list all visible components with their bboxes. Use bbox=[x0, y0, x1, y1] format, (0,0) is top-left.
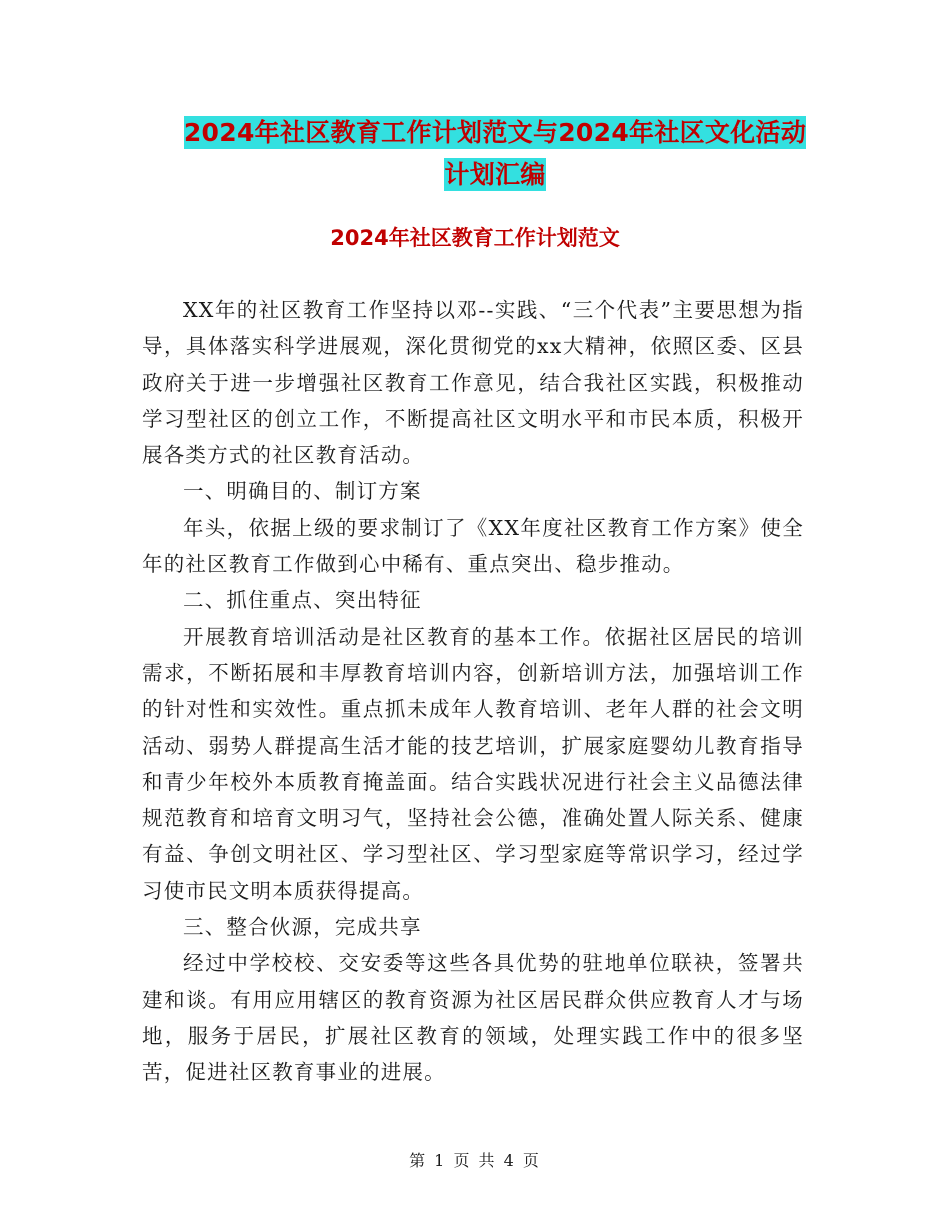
title-line-1: 2024年社区教育工作计划范文与2024年社区文化活动 bbox=[183, 118, 807, 147]
page-footer: 第 1 页 共 4 页 bbox=[409, 1151, 541, 1170]
paragraph-3: 经过中学校校、交安委等这些各具优势的驻地单位联袂，签署共建和谈。有用应用辖区的教育资源为社区居民群众供应教育人才与场地，服务于居民，扩展社区教育的领域，处理实践工作中的很多坚苦，促进社区教育事业的进展。 bbox=[142, 951, 804, 1085]
heading-2: 二、抓住重点、突出特征 bbox=[183, 588, 422, 613]
paragraph-1: 年头，依据上级的要求制订了《XX年度社区教育工作方案》使全年的社区教育工作做到心中稀有、重点突出、稳步推动。 bbox=[142, 515, 804, 577]
document-title bbox=[140, 112, 850, 196]
paragraph-intro: XX年的社区教育工作坚持以邓--实践、“三个代表”主要思想为指导，具体落实科学进展观，深化贯彻党的xx大精神，依照区委、区县政府关于进一步增强社区教育工作意见，结合我社区实践，积极推动学习型社区的创立工作，不断提高社区文明水平和市民本质，积极开展各类方式的社区教育活动。 bbox=[142, 298, 804, 468]
paragraph-2: 开展教育培训活动是社区教育的基本工作。依据社区居民的培训需求，不断拓展和丰厚教育培训内容，创新培训方法，加强培训工作的针对性和实效性。重点抓未成年人教育培训、老年人群的社会文明活动、弱势人群提高生活才能的技艺培训，扩展家庭婴幼儿教育指导和青少年校外本质教育掩盖面。结合实践状况进行社会主义品德法律规范教育和培育文明习气，坚持社会公德，准确处置人际关系、健康有益、争创文明社区、学习型社区、学习型家庭等常识学习，经过学习使市民文明本质获得提高。 bbox=[142, 624, 804, 903]
title-line-2: 计划汇编 bbox=[444, 160, 546, 189]
section-title: 2024年社区教育工作计划范文 bbox=[330, 226, 620, 250]
heading-3: 三、整合伙源，完成共享 bbox=[183, 915, 422, 940]
heading-1: 一、明确目的、制订方案 bbox=[183, 479, 422, 504]
document-body bbox=[142, 292, 804, 1091]
